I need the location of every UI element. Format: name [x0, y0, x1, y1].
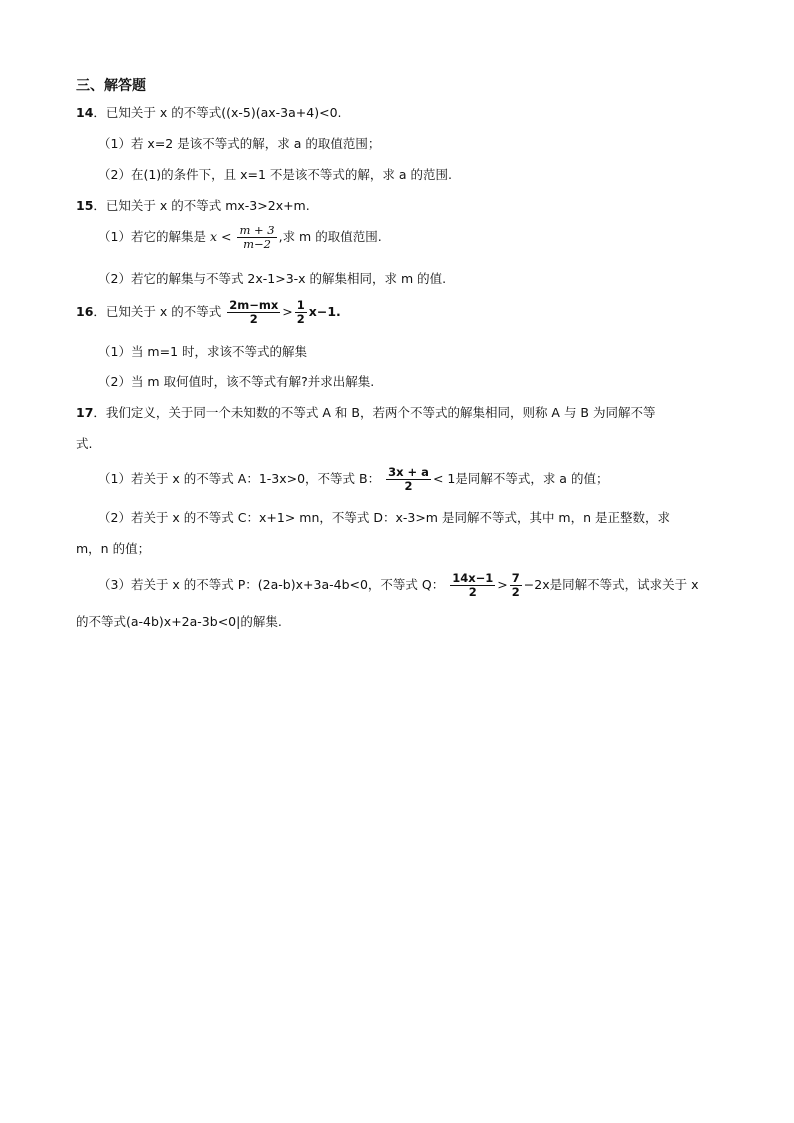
- q15-p1-prefix: （1）若它的解集是: [98, 229, 206, 244]
- question-16-number: 16: [76, 304, 94, 319]
- question-17-stem-line-2: 式.: [76, 436, 93, 451]
- q17-p3-fraction-right: [510, 572, 522, 599]
- q17-p1-numerator: 3x + a: [388, 465, 429, 479]
- q17-p1-prefix: （1）若关于 x 的不等式 A：1-3x>0，不等式 B：: [98, 471, 381, 486]
- q17-p1-suffix: < 1是同解不等式，求 a 的值；: [432, 471, 609, 486]
- question-17-stem-line-1: [76, 405, 655, 421]
- question-16-text: ．已知关于 x 的不等式: [93, 304, 222, 319]
- question-17-part-3-line-2: 的不等式(a-4b)x+2a-3b<0|的解集.: [76, 614, 282, 629]
- q15-p1-fraction: [237, 224, 276, 251]
- question-17-part-2-line-2: m，n 的值；: [76, 541, 151, 556]
- q16-fraction-left: [227, 299, 280, 326]
- q15-p1-suffix: ,求 m 的取值范围.: [278, 229, 382, 244]
- q17-p3-left-numerator: 14x−1: [452, 571, 494, 585]
- q15-p1-numerator: m + 3: [239, 223, 275, 237]
- question-15-part-2: （2）若它的解集与不等式 2x-1>3-x 的解集相同，求 m 的值.: [98, 271, 447, 286]
- question-17-number: 17: [76, 405, 94, 420]
- q17-p1-fraction: [386, 466, 431, 493]
- question-14-part-2: （2）在(1)的条件下，且 x=1 不是该不等式的解，求 a 的范围.: [98, 167, 453, 182]
- section-title: 三、解答题: [76, 78, 146, 94]
- question-16-part-1: （1）当 m=1 时，求该不等式的解集: [98, 344, 308, 359]
- question-17-part-1: [98, 466, 608, 493]
- question-15-part-1: [98, 224, 382, 251]
- q17-p3-left-denominator: 2: [468, 585, 477, 599]
- q16-tail: x−1.: [308, 304, 341, 319]
- question-14-stem: [76, 105, 342, 121]
- question-14-part-1: （1）若 x=2 是该不等式的解，求 a 的取值范围；: [98, 136, 381, 151]
- question-15-number: 15: [76, 198, 94, 213]
- question-14-number: 14: [76, 105, 94, 120]
- question-15-text: ．已知关于 x 的不等式 mx-3>2x+m.: [93, 198, 310, 213]
- question-15-stem: [76, 198, 310, 214]
- q16-left-numerator: 2m−mx: [229, 298, 279, 312]
- q17-p3-fraction-left: [450, 572, 495, 599]
- q17-p3-right-numerator: 7: [511, 571, 520, 585]
- question-14-text: ．已知关于 x 的不等式((x-5)(ax-3a+4)<0.: [93, 105, 342, 120]
- q15-p1-denominator: m−2: [243, 237, 271, 251]
- q17-p3-greater-than: >: [497, 577, 508, 592]
- question-17-part-2-line-1: （2）若关于 x 的不等式 C：x+1> mn，不等式 D：x-3>m 是同解不等式，其中 m，n 是正整数，求: [98, 510, 670, 525]
- q15-p1-x-lt: x <: [209, 229, 232, 244]
- question-17-part-3-line-1: [98, 572, 699, 599]
- q16-greater-than: >: [282, 304, 293, 319]
- question-17-text: ．我们定义，关于同一个未知数的不等式 A 和 B，若两个不等式的解集相同，则称 A 与 B 为同解不等: [93, 405, 656, 420]
- q17-p3-suffix: −2x是同解不等式，试求关于 x: [523, 577, 699, 592]
- q17-p1-denominator: 2: [404, 479, 413, 493]
- q16-fraction-right: [295, 299, 307, 326]
- q16-left-denominator: 2: [249, 312, 258, 326]
- question-16-stem: [76, 299, 341, 326]
- q17-p3-prefix: （3）若关于 x 的不等式 P：(2a-b)x+3a-4b<0，不等式 Q：: [98, 577, 445, 592]
- question-16-part-2: （2）当 m 取何值时，该不等式有解?并求出解集.: [98, 374, 375, 389]
- q16-right-denominator: 2: [296, 312, 305, 326]
- q17-p3-right-denominator: 2: [511, 585, 520, 599]
- q16-right-numerator: 1: [296, 298, 305, 312]
